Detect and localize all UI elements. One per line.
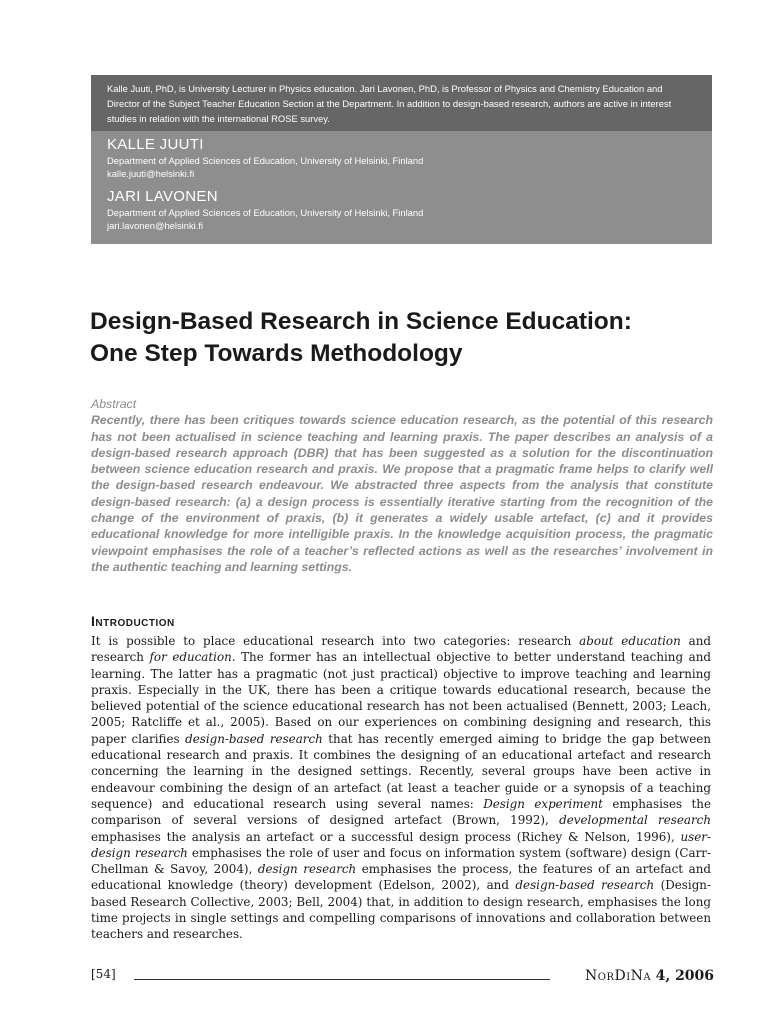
abstract-text: Recently, there has been critiques towards science education research, as the potential of this research has not been actualised in science teaching and learning praxis. The paper describes an analysis of a design-based research approach (DBR) that has been suggested as a solution for the discontinuation between science education research and praxis. We propose that a pragmatic frame helps to clarify well the design-based research endeavour. We abstracted three aspects from the analysis that constitute design-based research: (a) a design process is essentially iterative starting from the recognition of the change of the environment of praxis, (b) it generates a widely usable artefact, (c) and it provides educational knowledge for more intelligible praxis. In the knowledge acquisition process, the pragmatic viewpoint emphasises the role of a teacher’s reflected actions as well as the researches’ involvement in the authentic teaching and learning settings. bbox=[91, 413, 713, 574]
introduction-paragraph bbox=[91, 633, 711, 943]
text-run: It is possible to place educational research into two categories: research bbox=[91, 634, 580, 648]
journal-footer bbox=[585, 968, 714, 984]
author-name: JARI LAVONEN bbox=[107, 188, 218, 205]
emphasis: developmental research bbox=[559, 813, 711, 828]
author-affiliation: Department of Applied Sciences of Education, University of Helsinki, Finland bbox=[107, 155, 424, 166]
article-title-line: Design-Based Research in Science Education: bbox=[90, 308, 632, 335]
emphasis: for education. bbox=[149, 650, 236, 665]
footer-divider bbox=[134, 979, 550, 980]
page-number: [54] bbox=[91, 967, 116, 981]
text-run: emphasises the process, the features of an artefact and educational knowledge (theory) development (Edelson, 2002), and bbox=[91, 862, 711, 893]
emphasis: design-based research bbox=[515, 878, 655, 893]
author-name: KALLE JUUTI bbox=[107, 136, 204, 153]
emphasis: about education bbox=[579, 634, 681, 648]
author-entry bbox=[107, 136, 696, 180]
text-run: emphasises the comparison of several versions of designed artefact (Brown, 1992), bbox=[91, 796, 711, 828]
author-bio: Kalle Juuti, PhD, is University Lecturer in Physics education. Jari Lavonen, PhD, is Professor of Physics and Chemistry Education and Director of the Subject Teacher Education Section at the Department. In addition to design-based research, authors are active in interest studies in relation with the international ROSE survey. bbox=[91, 75, 712, 131]
text-run: and research bbox=[91, 634, 712, 665]
emphasis: user-design research bbox=[91, 829, 711, 860]
author-email: kalle.juuti@helsinki.fi bbox=[107, 168, 195, 179]
text-run: emphasises the analysis an artefact or a successful design process (Richey & Nelson, 1996), bbox=[91, 829, 681, 844]
author-email: jari.lavonen@helsinki.fi bbox=[107, 220, 204, 231]
emphasis: design-based research bbox=[185, 731, 323, 746]
emphasis: Design experiment bbox=[483, 796, 603, 811]
emphasis: design research bbox=[257, 862, 357, 877]
abstract bbox=[91, 396, 713, 575]
abstract-heading: Abstract bbox=[91, 397, 137, 411]
article-title-line: One Step Towards Methodology bbox=[90, 340, 463, 367]
section-heading-introduction: Introduction bbox=[91, 613, 175, 629]
author-info-box bbox=[91, 75, 712, 244]
journal-name: NorDiNa bbox=[585, 968, 652, 984]
author-entry bbox=[107, 188, 696, 232]
text-run: (Design-based Research Collective, 2003; Bell, 2004) that, in addition to design research, emphasises the long time projects in single settings and compelling comparisons of innovations and collaboration between teachers and researches. bbox=[91, 878, 711, 942]
author-list bbox=[91, 131, 712, 244]
text-run: The former has an intellectual objective to better understand teaching and learning. The latter has a pragmatic (not just practical) objective to improve teaching and learning praxis. Especially in the UK, there has been a critique towards educational research, because the believed potential of the science educational research has not been actualised (Bennett, 2003; Leach, 2005; Ratcliffe et al., 2005). Based on our experiences on combining designing and research, this paper clarifies bbox=[91, 650, 711, 746]
text-run: emphasises the role of user and focus on information system (software) design (Carr-Chellman & Savoy, 2004), bbox=[91, 845, 711, 877]
article-title bbox=[90, 306, 730, 370]
journal-issue: 4, 2006 bbox=[655, 968, 715, 984]
text-run: that has recently emerged aiming to bridge the gap between educational research and praxis. It combines the designing of an educational artefact and research concerning the learning in the designed settings. Recently, several groups have been active in endeavour combining the design of an artefact (at least a teacher guide or a synopsis of a teaching sequence) and educational research using several names: bbox=[91, 731, 711, 811]
author-affiliation: Department of Applied Sciences of Education, University of Helsinki, Finland bbox=[107, 207, 424, 218]
